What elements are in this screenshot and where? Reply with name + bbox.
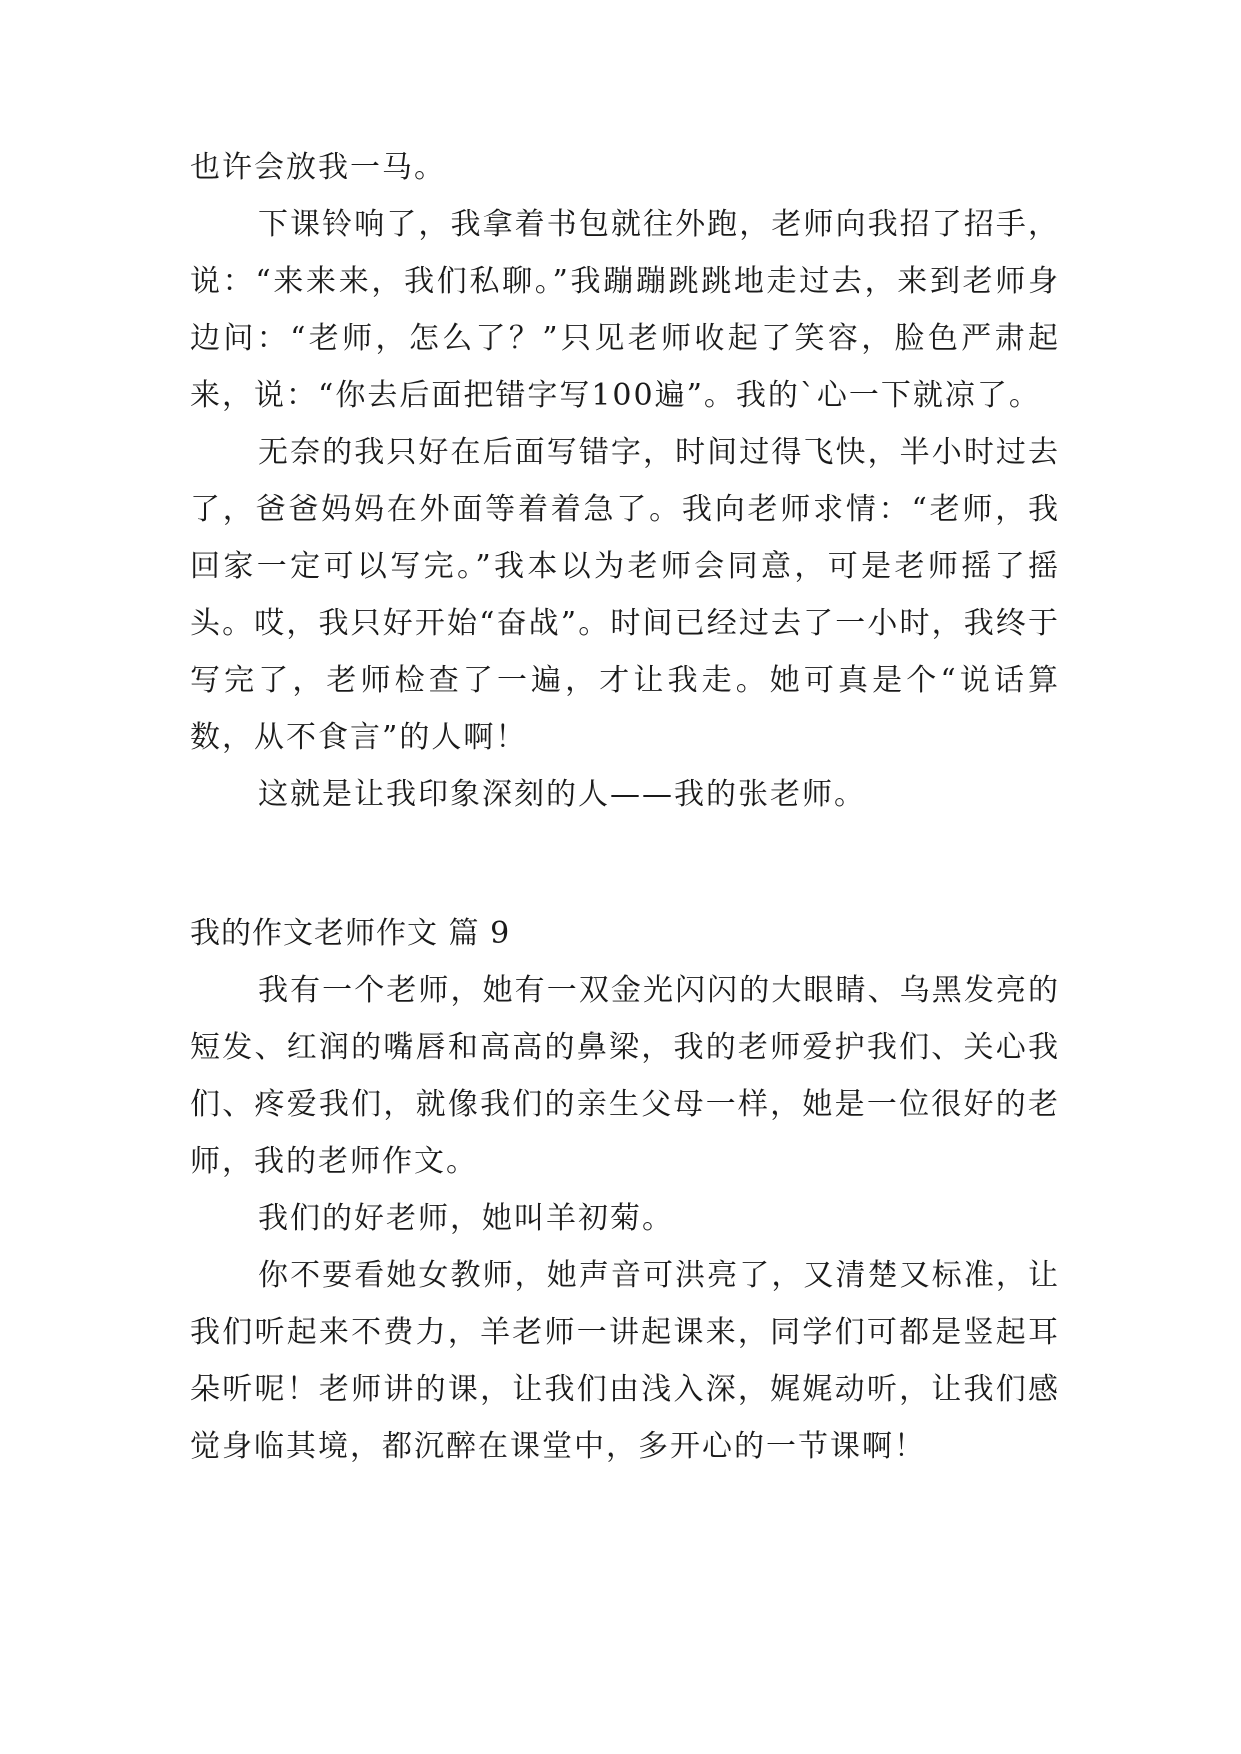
- essay-8-end: [190, 139, 1060, 823]
- body-paragraph: 我有一个老师，她有一双金光闪闪的大眼睛、乌黑发亮的短发、红润的嘴唇和高高的鼻梁，我的老师爱护我们、关心我们、疼爱我们，就像我们的亲生父母一样，她是一位很好的老师，我的老师作文。: [190, 973, 1060, 1179]
- section-title: 我的作文老师作文 篇 9: [190, 916, 511, 951]
- essay-9: [190, 905, 1060, 1475]
- body-paragraph: 我们的好老师，她叫羊初菊。: [258, 1201, 674, 1236]
- body-paragraph: 下课铃响了，我拿着书包就往外跑，老师向我招了招手，说：“来来来，我们私聊。”我蹦蹦跳跳地走过去，来到老师身边问：“老师，怎么了？”只见老师收起了笑容，脸色严肃起来，说：“你去后面把错字写100遍”。我的`心一下就凉了。: [190, 207, 1060, 413]
- closing-paragraph: 这就是让我印象深刻的人——我的张老师。: [258, 777, 866, 812]
- body-paragraph: 无奈的我只好在后面写错字，时间过得飞快，半小时过去了，爸爸妈妈在外面等着着急了。我向老师求情：“老师，我回家一定可以写完。”我本以为老师会同意，可是老师摇了摇头。哎，我只好开始“奋战”。时间已经过去了一小时，我终于写完了，老师检查了一遍，才让我走。她可真是个“说话算数，从不食言”的人啊！: [190, 435, 1060, 755]
- continuation-paragraph: 也许会放我一马。: [190, 150, 446, 185]
- body-paragraph: 你不要看她女教师，她声音可洪亮了，又清楚又标准，让我们听起来不费力，羊老师一讲起课来，同学们可都是竖起耳朵听呢！老师讲的课，让我们由浅入深，娓娓动听，让我们感觉身临其境，都沉醉在课堂中，多开心的一节课啊！: [190, 1258, 1060, 1464]
